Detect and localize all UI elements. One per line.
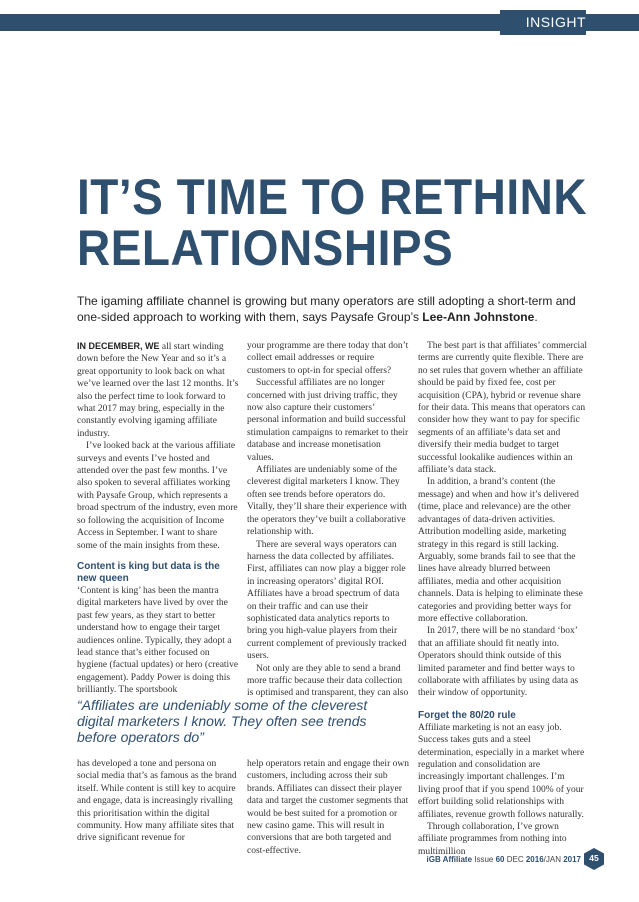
paragraph: Successful affiliates are no longer concerned with just driving traffic, they now also capture their customers’ personal information and build successful stimulation campaigns to remarket to their database and increase monetisation values. bbox=[247, 378, 409, 463]
spacer bbox=[77, 552, 239, 561]
header-bar-right bbox=[586, 14, 639, 31]
subheading: Forget the 80/20 rule bbox=[418, 709, 516, 721]
column-2-lower bbox=[247, 758, 409, 857]
paragraph: The best part is that affiliates’ commercial terms are currently quite flexible. There are no set rules that govern whether an affiliate should be paid by fixed fee, cost per acquisition (CPA), hybrid or revenue share for their data. This means that operators can consider how they want to pay for specific segments of an affiliate’s data set and diversify their media budget to target successful lookalike audiences within an affiliate’s data stack. bbox=[418, 341, 588, 476]
paragraph-text: all start winding down before the New Year and so it’s a great opportunity to look back on what we’ve learned over the last 12 months. It’s also the perfect time to look forward to what 2017 may bring, especially in the constantly evolving igaming affiliate industry. bbox=[77, 342, 239, 439]
issue-label: Issue bbox=[472, 855, 496, 864]
paragraph: your programme are there today that don’t collect email addresses or require customers to opt-in for special offers? bbox=[247, 341, 409, 376]
author-name: Lee-Ann Johnstone bbox=[422, 310, 535, 324]
paragraph: There are several ways operators can harness the data collected by affiliates. First, affiliates can now play a bigger role in increasing operators’ digital ROI. Affiliates have a broad spectrum of data on their traffic and can use their sophisticated data analytics reports to bring you high-value players from their current complement of previously tracked users. bbox=[247, 539, 407, 662]
lead-in: IN DECEMBER, WE bbox=[77, 341, 160, 351]
paragraph bbox=[77, 340, 239, 440]
date-part: DEC bbox=[504, 855, 526, 864]
paragraph: Through collaboration, I’ve grown affiliate programmes from nothing into multimillion bbox=[418, 822, 567, 857]
spacer bbox=[418, 700, 588, 710]
page-number: 45 bbox=[589, 853, 599, 863]
publication-name: iGB Affiliate bbox=[426, 855, 473, 864]
header-bar bbox=[0, 14, 584, 31]
date-year: 2017 bbox=[563, 855, 581, 864]
pull-quote: “Affiliates are undeniably some of the cleverest digital marketers I know. They often see trends before operators do” bbox=[77, 697, 368, 745]
column-2 bbox=[247, 340, 409, 700]
column-3 bbox=[418, 340, 588, 858]
footer-line bbox=[421, 854, 581, 866]
standfirst-text: The igaming affiliate channel is growing but many operators are still adopting a short-term and one-sided approach to working with them, says Paysafe Group’s bbox=[77, 294, 576, 324]
section-label bbox=[500, 10, 586, 35]
standfirst-end: . bbox=[534, 310, 538, 324]
standfirst bbox=[77, 293, 587, 325]
article-title bbox=[77, 168, 597, 276]
issue-number: 60 bbox=[495, 855, 505, 864]
paragraph: help operators retain and engage their own customers, including across their sub brands. Affiliates can dissect their player data and target the customer segments that would be best suited for a promotion or new casino game. This will result in conversions that are both targeted and cost-effective. bbox=[247, 759, 409, 856]
subheading: Content is king but data is the new queen bbox=[77, 560, 220, 584]
section-label-text: INSIGHT bbox=[525, 14, 586, 30]
paragraph: In 2017, there will be no standard ‘box’ that an affiliate should fit neatly into. Operators should think outside of this limited parameter and find better ways to collaborate with affiliates by using data as their window of opportunity. bbox=[418, 626, 579, 699]
page-number-badge bbox=[582, 847, 606, 871]
column-1 bbox=[77, 340, 239, 697]
paragraph: I’ve looked back at the various affiliate surveys and events I’ve hosted and attended over the past few months. I’ve also spoken to several affiliates working with Paysafe Group, which represents a broad spectrum of the industry, even more so following the acquisition of Income Access in September. I want to share some of the main insights from these. bbox=[77, 441, 238, 551]
date-part: /JAN bbox=[543, 855, 564, 864]
paragraph: In addition, a brand’s content (the message) and when and how it’s delivered (time, place and relevance) are the other advantages of data-driven activities. Attribution modelling aside, marketing strategy in this regard is still lacking. Arguably, some brands fail to see that the lines have already blurred between affiliates, media and other acquisition channels. Data is helping to eliminate these categories and providing better ways for more effective collaboration. bbox=[418, 477, 583, 624]
column-1-lower bbox=[77, 758, 239, 845]
paragraph: ‘Content is king’ has been the mantra digital marketers have lived by over the past few years, as they start to better understand how to engage their target audiences online. Typically, they adopt a lead stance that’s either focused on hygiene (factual updates) or hero (creative engagement). Paddy Power is doing this brilliantly. The sportsbook bbox=[77, 585, 239, 696]
date-year: 2016 bbox=[525, 855, 544, 864]
title-line-2: RELATIONSHIPS bbox=[77, 219, 454, 276]
paragraph: has developed a tone and persona on social media that’s as famous as the brand itself. While content is still key to acquire and engage, data is increasingly rivalling this prioritisation within the digital community. How many affiliate sites that drive significant revenue for bbox=[77, 759, 237, 844]
paragraph: Affiliates are undeniably some of the cleverest digital marketers I know. They often see trends before operators do. Vitally, they’ll share their experience with the operators they’ve built a collaborative relationship with. bbox=[247, 465, 407, 538]
paragraph: Affiliate marketing is not an easy job. Success takes guts and a steel determination, especially in a market where regulation and consolidation are increasingly important challenges. I’m living proof that if you spend 100% of your effort building solid relationships with affiliates, revenue growth follows naturally. bbox=[418, 722, 585, 820]
title-line-1: IT’S TIME TO RETHINK bbox=[77, 168, 588, 225]
paragraph: Not only are they able to send a brand more traffic because their data collection is optimised and transparent, they can also bbox=[247, 663, 409, 699]
